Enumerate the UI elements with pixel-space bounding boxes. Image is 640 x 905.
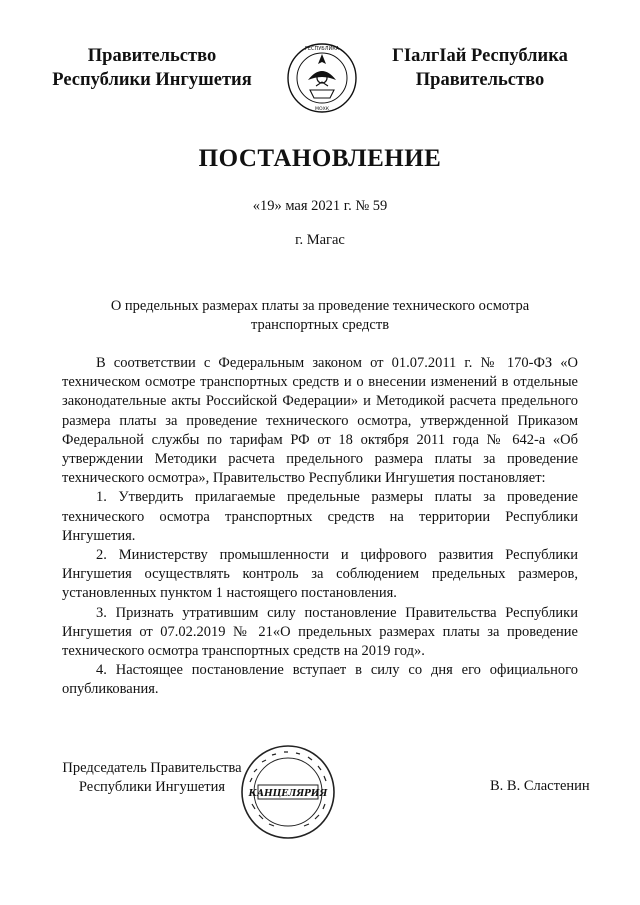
document-title: ПОСТАНОВЛЕНИЕ bbox=[198, 145, 442, 172]
signatory-title bbox=[62, 759, 242, 797]
header-right-line1: ГIалгIай Республика bbox=[392, 46, 568, 66]
ingushetia-coat-of-arms-icon bbox=[286, 40, 358, 118]
body-paragraph: В соответствии с Федеральным законом от 01.07.2011 г. № 170-ФЗ «О техническом осмотре транспортных средств и о внесении изменений в отдельные законодательные акты Российской Федерации» и Методикой расчета предельного размера платы за проведение технического осмотра, утвержденной Приказом Федеральной службы по тарифам РФ от 18 октября 2011 года № 642-а «Об утверждении Методики расчета предельного размера платы за проведение технического осмотра», Правительство Республики Ингушетия постановляет: bbox=[62, 355, 578, 487]
body-paragraph: 2. Министерству промышленности и цифрового развития Республики Ингушетия осуществлять контроль за соблюдением предельных размеров, установленных пунктом 1 настоящего постановления. bbox=[62, 547, 578, 602]
signatory-title-line2: Республики Ингушетия bbox=[78, 779, 226, 795]
header-left bbox=[38, 44, 266, 92]
document-date: «19» мая 2021 г. № 59 bbox=[252, 198, 388, 214]
document-body bbox=[62, 354, 578, 700]
header-right-line2: Правительство bbox=[415, 70, 545, 90]
subject-line1: О предельных размерах платы за проведение технического осмотра bbox=[110, 298, 530, 314]
document-subject bbox=[110, 297, 530, 335]
document-city: г. Магас bbox=[295, 232, 345, 248]
header-right bbox=[372, 44, 588, 92]
header-left-line2: Республики Ингушетия bbox=[52, 70, 252, 90]
body-paragraph: 1. Утвердить прилагаемые предельные размеры платы за проведение технического осмотра транспортных средств на территории Республики Ингушетия. bbox=[62, 489, 578, 544]
signatory-name: В. В. Сластенин bbox=[490, 778, 590, 794]
subject-line2: транспортных средств bbox=[250, 317, 390, 333]
signatory-title-line1: Председатель Правительства bbox=[62, 760, 242, 776]
office-stamp-icon bbox=[238, 742, 338, 842]
body-paragraph: 4. Настоящее постановление вступает в силу со дня его официального опубликования. bbox=[62, 662, 578, 698]
body-paragraph: 3. Признать утратившим силу постановление Правительства Республики Ингушетия от 07.02.2019 № 21«О предельных размерах платы за проведение технического осмотра транспортных средств на 2019 год». bbox=[62, 604, 578, 660]
svg-text:МОХК: МОХК bbox=[315, 107, 329, 112]
svg-text:РЕСПУБЛИКА: РЕСПУБЛИКА bbox=[304, 46, 340, 52]
header-left-line1: Правительство bbox=[87, 46, 217, 66]
stamp-label: КАНЦЕЛЯРИЯ bbox=[248, 789, 328, 799]
